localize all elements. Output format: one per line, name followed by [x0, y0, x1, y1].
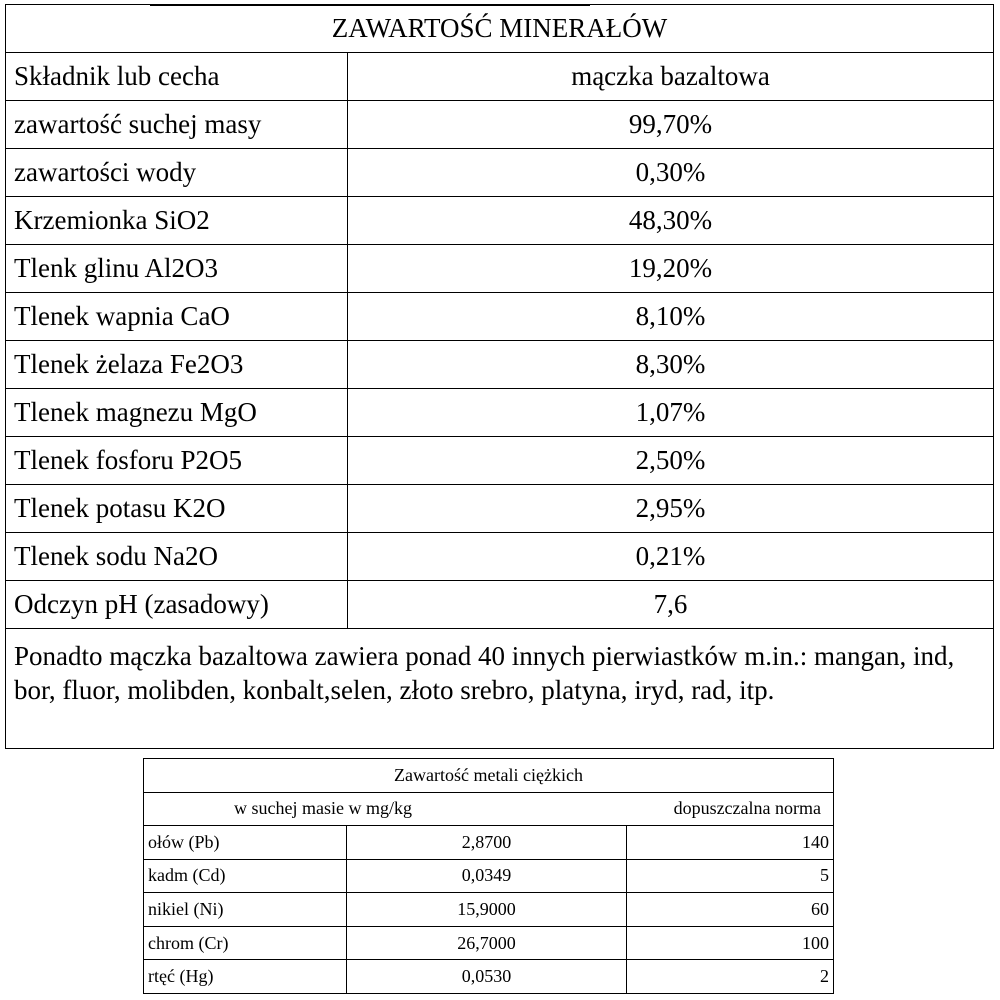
metal-name: chrom (Cr) — [144, 926, 347, 960]
row-name: Tlenek żelaza Fe2O3 — [6, 341, 348, 389]
header-basalt-flour: mączka bazaltowa — [348, 53, 994, 101]
table-row — [6, 245, 994, 293]
metal-value: 0,0530 — [347, 960, 627, 994]
metal-norm: 140 — [627, 826, 834, 860]
row-name: Tlenek fosforu P2O5 — [6, 437, 348, 485]
metal-norm: 2 — [627, 960, 834, 994]
heavy-metals-table — [143, 758, 834, 994]
table-row — [144, 859, 834, 893]
metal-norm: 100 — [627, 926, 834, 960]
row-value: 2,95% — [348, 485, 994, 533]
table-row — [6, 485, 994, 533]
minerals-note: Ponadto mączka bazaltowa zawiera ponad 40 innych pierwiastków m.in.: mangan, ind, bor, fluor, molibden, konbalt,selen, złoto srebro, platyna, iryd, rad, itp. — [6, 629, 994, 749]
table-row — [6, 437, 994, 485]
row-name: Tlenek wapnia CaO — [6, 293, 348, 341]
table-row — [6, 581, 994, 629]
table-row — [144, 893, 834, 927]
table-row — [6, 389, 994, 437]
table-row — [6, 293, 994, 341]
metals-title: Zawartość metali ciężkich — [144, 759, 834, 793]
table-row — [144, 960, 834, 994]
metal-norm: 60 — [627, 893, 834, 927]
row-value: 48,30% — [348, 197, 994, 245]
metal-name: ołów (Pb) — [144, 826, 347, 860]
row-value: 0,21% — [348, 533, 994, 581]
row-value: 0,30% — [348, 149, 994, 197]
table-row — [6, 149, 994, 197]
minerals-header-row — [6, 53, 994, 101]
row-name: Krzemionka SiO2 — [6, 197, 348, 245]
minerals-title-row — [6, 5, 994, 53]
metal-value: 15,9000 — [347, 893, 627, 927]
row-value: 2,50% — [348, 437, 994, 485]
metal-value: 26,7000 — [347, 926, 627, 960]
metal-name: rtęć (Hg) — [144, 960, 347, 994]
row-value: 7,6 — [348, 581, 994, 629]
row-name: Tlenek potasu K2O — [6, 485, 348, 533]
row-name: Odczyn pH (zasadowy) — [6, 581, 348, 629]
row-value: 19,20% — [348, 245, 994, 293]
note-row — [6, 629, 994, 749]
subheader-dry-mass: w suchej masie w mg/kg — [234, 798, 412, 819]
row-name: Tlenek sodu Na2O — [6, 533, 348, 581]
minerals-title: ZAWARTOŚĆ MINERAŁÓW — [6, 5, 994, 53]
table-row — [144, 826, 834, 860]
row-value: 1,07% — [348, 389, 994, 437]
metal-name: nikiel (Ni) — [144, 893, 347, 927]
metal-value: 0,0349 — [347, 859, 627, 893]
row-value: 8,30% — [348, 341, 994, 389]
row-value: 99,70% — [348, 101, 994, 149]
subheader-norm: dopuszczalna norma — [673, 798, 821, 819]
header-component: Składnik lub cecha — [6, 53, 348, 101]
table-row — [6, 533, 994, 581]
metal-name: kadm (Cd) — [144, 859, 347, 893]
table-row — [6, 101, 994, 149]
minerals-table — [5, 4, 994, 749]
row-name: zawartości wody — [6, 149, 348, 197]
metals-title-row — [144, 759, 834, 793]
table-row — [6, 197, 994, 245]
row-name: zawartość suchej masy — [6, 101, 348, 149]
row-name: Tlenk glinu Al2O3 — [6, 245, 348, 293]
metal-value: 2,8700 — [347, 826, 627, 860]
table-row — [6, 341, 994, 389]
row-name: Tlenek magnezu MgO — [6, 389, 348, 437]
metals-subheader-row — [144, 792, 834, 826]
metal-norm: 5 — [627, 859, 834, 893]
row-value: 8,10% — [348, 293, 994, 341]
table-row — [144, 926, 834, 960]
